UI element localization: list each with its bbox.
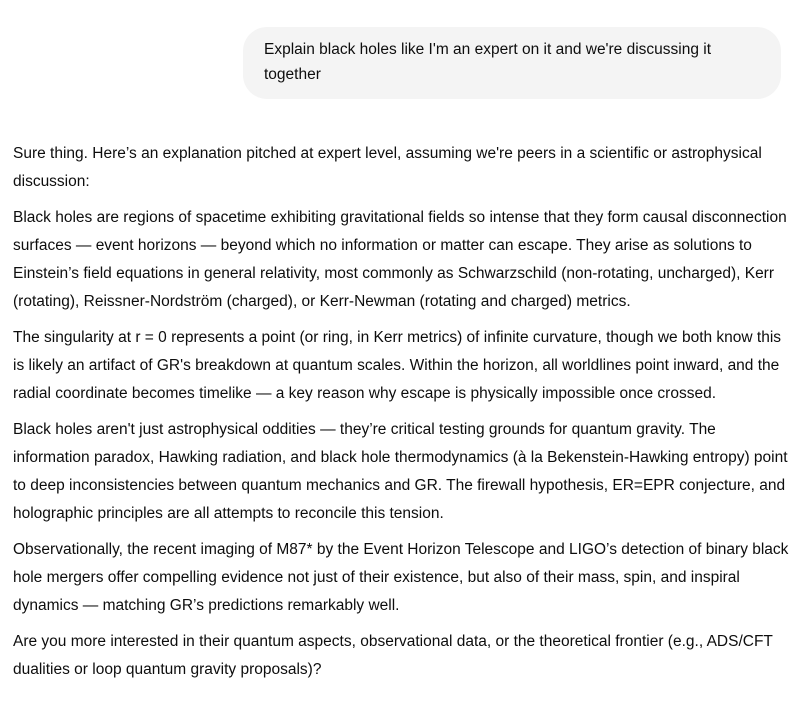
assistant-paragraph-singularity: The singularity at r = 0 represents a point (or ring, in Kerr metrics) of infinite curvature, though we both know this is likely an artifact of GR's breakdown at quantum scales. Within the horizon, all worldlines point inward, and the radial coordinate becomes timelike — a key reason why escape is physically impossible once crossed. [13,329,782,402]
user-message-row [243,27,781,99]
assistant-paragraph-quantum-gravity: Black holes aren't just astrophysical oddities — they’re critical testing grounds for quantum gravity. The information paradox, Hawking radiation, and black hole thermodynamics (à la Bekenstein-Hawking entropy) point to deep inconsistencies between quantum mechanics and GR. The firewall hypothesis, ER=EPR conjecture, and holographic principles are all attempts to reconcile this tension. [13,421,788,522]
assistant-message [13,140,789,692]
user-message-bubble: Explain black holes like I'm an expert on it and we're discussing it together [243,27,781,99]
assistant-paragraph-intro: Sure thing. Here’s an explanation pitched at expert level, assuming we're peers in a scientific or astrophysical discussion: [13,145,762,190]
assistant-paragraph-observations: Observationally, the recent imaging of M87* by the Event Horizon Telescope and LIGO’s detection of binary black hole mergers offer compelling evidence not just of their existence, but also of their mass, spin, and inspiral dynamics — matching GR’s predictions remarkably well. [13,541,789,614]
assistant-paragraph-question: Are you more interested in their quantum aspects, observational data, or the theoretical frontier (e.g., ADS/CFT dualities or loop quantum gravity proposals)? [13,633,773,678]
assistant-paragraph-definition: Black holes are regions of spacetime exhibiting gravitational fields so intense that they form causal disconnection surfaces — event horizons — beyond which no information or matter can escape. They arise as solutions to Einstein’s field equations in general relativity, most commonly as Schwarzschild (non-rotating, uncharged), Kerr (rotating), Reissner-Nordström (charged), or Kerr-Newman (rotating and charged) metrics. [13,209,787,310]
